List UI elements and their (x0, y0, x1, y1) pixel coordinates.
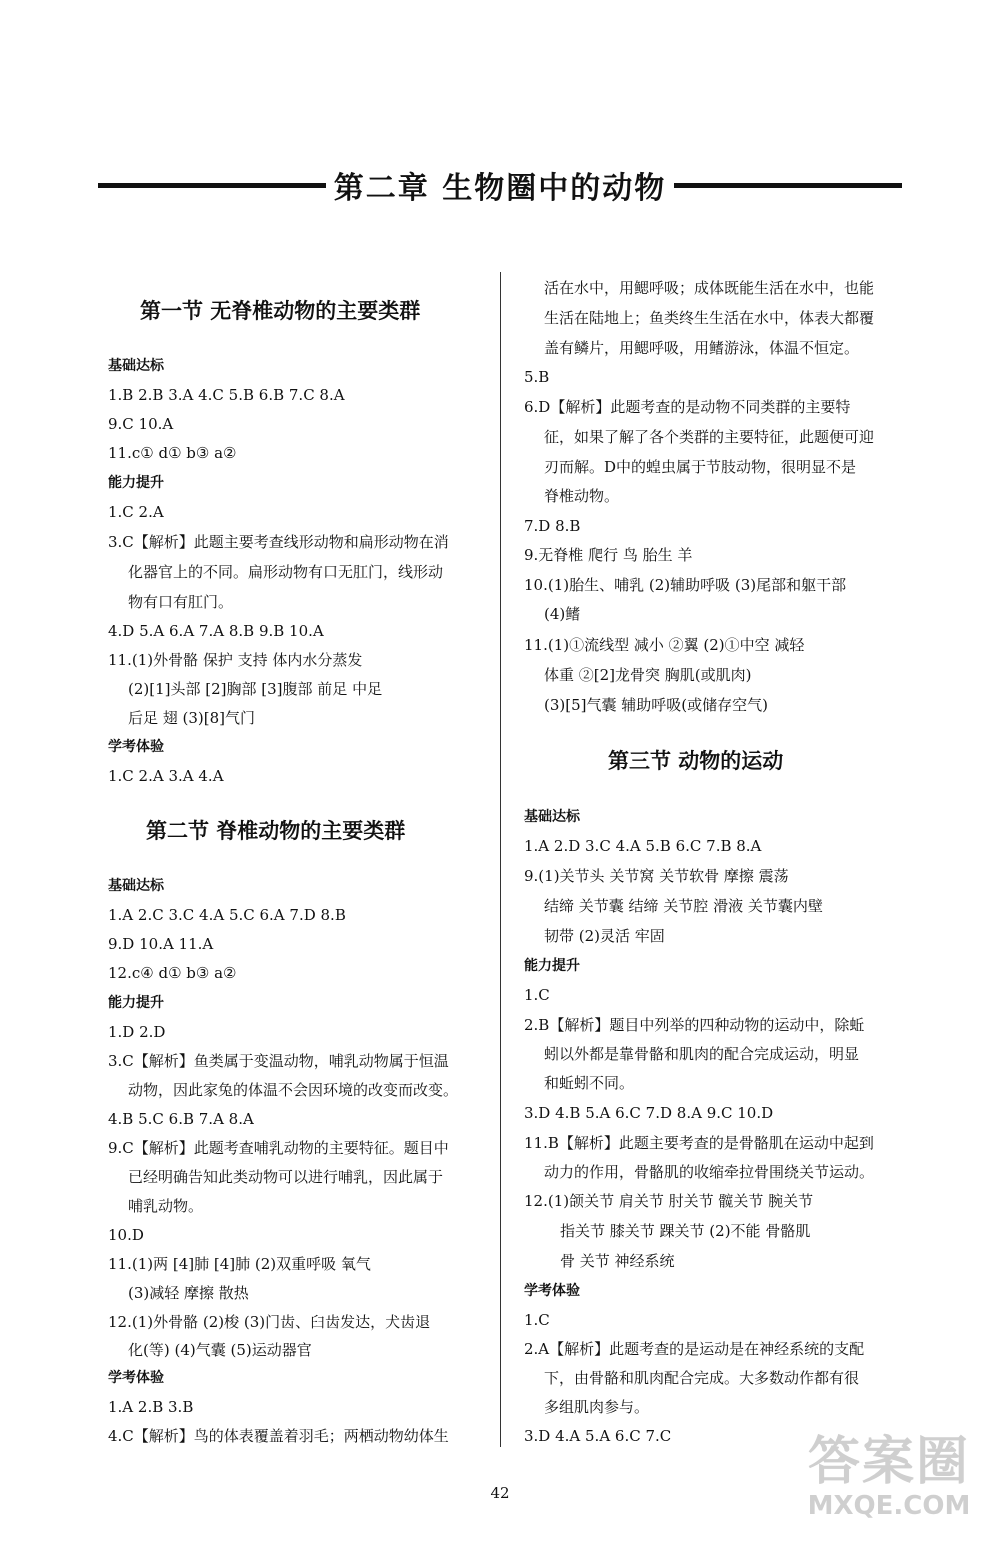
answer-line: 9.(1)关节头 关节窝 关节软骨 摩擦 震荡 (524, 867, 789, 885)
s1-subheading-basic: 基础达标 (108, 358, 164, 374)
answer-line: 1.A 2.C 3.C 4.A 5.C 6.A 7.D 8.B (108, 906, 346, 924)
section-2-title: 第二节 脊椎动物的主要类群 (146, 819, 406, 843)
answer-line: 活在水中，用鳃呼吸；成体既能生活在水中，也能 (544, 279, 875, 297)
answer-line: 1.D 2.D (108, 1023, 166, 1041)
answer-line: (4)鳍 (544, 605, 581, 623)
answer-line: 3.D 4.B 5.A 6.C 7.D 8.A 9.C 10.D (524, 1104, 774, 1122)
answer-line: 动物，因此家兔的体温不会因环境的改变而改变。 (128, 1081, 459, 1099)
answer-line: (2)[1]头部 [2]胸部 [3]腹部 前足 中足 (128, 680, 383, 698)
answer-line: 1.A 2.B 3.B (108, 1398, 194, 1416)
answer-line: 7.D 8.B (524, 517, 581, 535)
watermark-logo (800, 1433, 978, 1529)
answer-line: 3.D 4.A 5.A 6.C 7.C (524, 1427, 672, 1445)
watermark-top: 答案圈 (807, 1432, 970, 1492)
answer-line: 2.B【解析】题目中列举的四种动物的运动中，除蚯 (524, 1016, 865, 1034)
answer-line: 11.(1)①流线型 减小 ②翼 (2)①中空 减轻 (524, 636, 805, 654)
chapter-title: 第二章 生物圈中的动物 (333, 171, 667, 206)
answer-line: 骨 关节 神经系统 (560, 1252, 675, 1270)
answer-line: 11.(1)两 [4]肺 [4]肺 (2)双重呼吸 氧气 (108, 1255, 371, 1273)
answer-line: 1.C (524, 1311, 550, 1329)
page-number: 42 (490, 1484, 510, 1502)
watermark-bottom: MXQE.COM (807, 1491, 971, 1521)
answer-line: 12.(1)外骨骼 (2)梭 (3)门齿、臼齿发达，犬齿退 (108, 1313, 431, 1331)
answer-line: 蚓以外都是靠骨骼和肌肉的配合完成运动，明显 (544, 1045, 860, 1063)
header-rule-right (674, 183, 902, 188)
answer-line: 11.(1)外骨骼 保护 支持 体内水分蒸发 (108, 651, 363, 669)
answer-line: 已经明确告知此类动物可以进行哺乳，因此属于 (128, 1168, 444, 1186)
answer-line: 1.A 2.D 3.C 4.A 5.B 6.C 7.B 8.A (524, 837, 762, 855)
s3-subheading-basic: 基础达标 (524, 809, 580, 825)
header-rule-left (98, 183, 326, 188)
answer-line: 1.C 2.A 3.A 4.A (108, 767, 224, 785)
answer-line: 下，由骨骼和肌肉配合完成。大多数动作都有很 (544, 1369, 860, 1387)
s1-subheading-exam: 学考体验 (108, 739, 164, 755)
answer-line: 9.C【解析】此题考查哺乳动物的主要特征。题目中 (108, 1139, 449, 1157)
section-1-title: 第一节 无脊椎动物的主要类群 (140, 299, 421, 323)
answer-line: 刃而解。D中的蝗虫属于节肢动物，很明显不是 (544, 458, 857, 476)
answer-line: 征，如果了解了各个类群的主要特征，此题便可迎 (544, 428, 875, 446)
answer-line: 12.(1)颌关节 肩关节 肘关节 髋关节 腕关节 (524, 1192, 814, 1210)
answer-line: (3)减轻 摩擦 散热 (128, 1284, 249, 1302)
answer-line: 10.D (108, 1226, 144, 1244)
answer-line: 脊椎动物。 (544, 487, 620, 505)
answer-line: 哺乳动物。 (128, 1197, 204, 1215)
answer-line: (3)[5]气囊 辅助呼吸(或储存空气) (544, 696, 768, 714)
section-3-title: 第三节 动物的运动 (608, 749, 784, 773)
chapter-header (98, 165, 902, 205)
answer-line: 5.B (524, 368, 550, 386)
answer-line: 物有口有肛门。 (128, 593, 234, 611)
answer-line: 3.C【解析】此题主要考查线形动物和扁形动物在消 (108, 533, 449, 551)
answer-line: 4.C【解析】鸟的体表覆盖着羽毛；两栖动物幼体生 (108, 1427, 449, 1445)
s3-subheading-exam: 学考体验 (524, 1283, 580, 1299)
answer-line: 动力的作用，骨骼肌的收缩牵拉骨围绕关节运动。 (544, 1163, 875, 1181)
answer-line: 和蚯蚓不同。 (544, 1074, 635, 1092)
s2-subheading-exam: 学考体验 (108, 1370, 164, 1386)
answer-line: 3.C【解析】鱼类属于变温动物，哺乳动物属于恒温 (108, 1052, 449, 1070)
column-divider (500, 272, 501, 1447)
answer-line: 1.B 2.B 3.A 4.C 5.B 6.B 7.C 8.A (108, 386, 345, 404)
answer-line: 体重 ②[2]龙骨突 胸肌(或肌肉) (544, 666, 752, 684)
answer-line: 11.B【解析】此题主要考查的是骨骼肌在运动中起到 (524, 1134, 874, 1152)
answer-line: 4.B 5.C 6.B 7.A 8.A (108, 1110, 254, 1128)
answer-line: 12.c④ d① b③ a② (108, 964, 237, 982)
answer-line: 9.D 10.A 11.A (108, 935, 214, 953)
s2-subheading-basic: 基础达标 (108, 878, 164, 894)
answer-line: 多组肌肉参与。 (544, 1398, 650, 1416)
s1-subheading-ability: 能力提升 (108, 475, 164, 491)
answer-line: 6.D【解析】此题考查的是动物不同类群的主要特 (524, 398, 851, 416)
s3-subheading-ability: 能力提升 (524, 958, 580, 974)
answer-line: 4.D 5.A 6.A 7.A 8.B 9.B 10.A (108, 622, 324, 640)
answer-line: 9.无脊椎 爬行 鸟 胎生 羊 (524, 546, 693, 564)
answer-line: 韧带 (2)灵活 牢固 (544, 927, 665, 945)
answer-line: 生活在陆地上；鱼类终生生活在水中，体表大都覆 (544, 309, 875, 327)
answer-line: 后足 翅 (3)[8]气门 (128, 709, 256, 727)
answer-line: 化(等) (4)气囊 (5)运动器官 (128, 1341, 312, 1359)
answer-line: 盖有鳞片，用鳃呼吸，用鳍游泳，体温不恒定。 (544, 339, 860, 357)
answer-line: 11.c① d① b③ a② (108, 444, 237, 462)
answer-line: 结缔 关节囊 结缔 关节腔 滑液 关节囊内壁 (544, 897, 823, 915)
answer-line: 1.C (524, 986, 550, 1004)
answer-line: 10.(1)胎生、哺乳 (2)辅助呼吸 (3)尾部和躯干部 (524, 576, 847, 594)
answer-line: 1.C 2.A (108, 503, 164, 521)
answer-line: 指关节 膝关节 踝关节 (2)不能 骨骼肌 (560, 1222, 811, 1240)
answer-line: 化器官上的不同。扁形动物有口无肛门，线形动 (128, 563, 444, 581)
answer-line: 9.C 10.A (108, 415, 174, 433)
s2-subheading-ability: 能力提升 (108, 995, 164, 1011)
answer-line: 2.A【解析】此题考查的是运动是在神经系统的支配 (524, 1340, 865, 1358)
